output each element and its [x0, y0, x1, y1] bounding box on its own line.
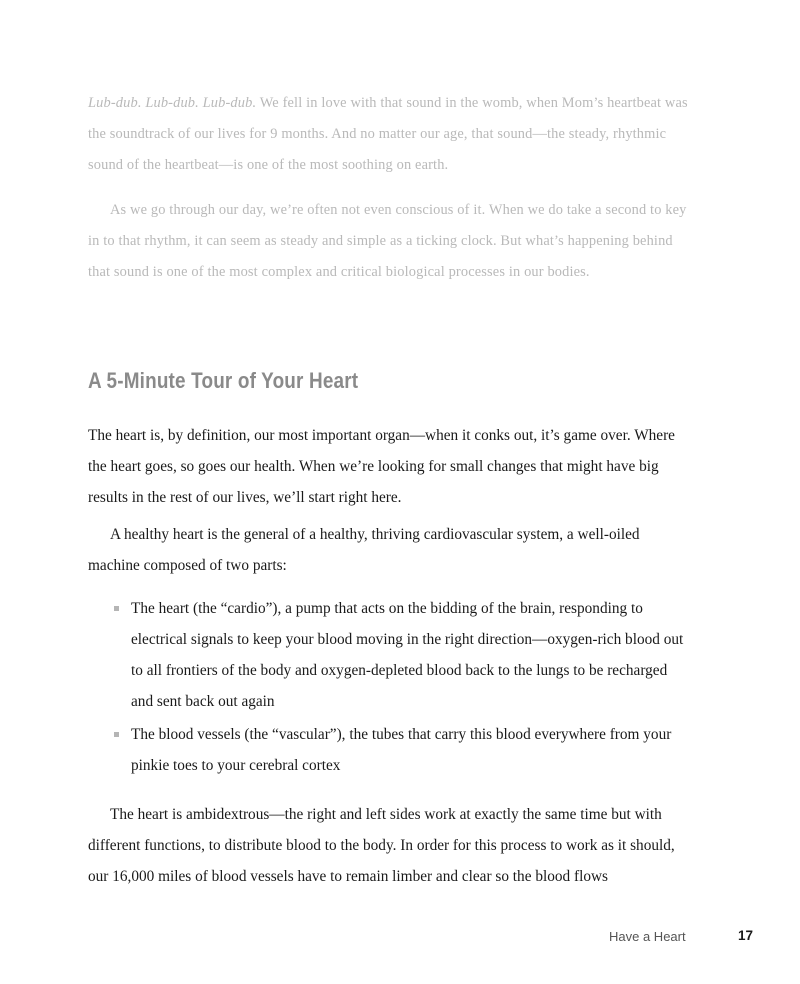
- intro-paragraph-2: As we go through our day, we’re often not even conscious of it. When we do take a second to key in to that rhythm, it can seem as steady and simple as a ticking clock. But what’s happening behind that sound is one of the most complex and critical biological processes in our bodies.: [88, 202, 687, 280]
- body-paragraph-2: A healthy heart is the general of a healthy, thriving cardiovascular system, a well-oiled machine composed of two parts:: [88, 526, 640, 574]
- square-bullet-icon: [114, 732, 119, 737]
- list-item: [88, 719, 688, 781]
- square-bullet-icon: [114, 606, 119, 611]
- faded-intro-text: [88, 88, 688, 302]
- list-item: [88, 593, 688, 717]
- section-heading: A 5-Minute Tour of Your Heart: [88, 368, 359, 393]
- body-paragraph-1: The heart is, by definition, our most important organ—when it conks out, it’s game over. Where the heart goes, so goes our health. When we’re looking for small changes that might have big results in the rest of our lives, we’ll start right here.: [88, 427, 675, 506]
- heartbeat-sound-italic: Lub-dub. Lub-dub. Lub-dub.: [88, 95, 257, 111]
- running-footer-title: Have a Heart: [609, 929, 686, 944]
- intro-paragraph-1-rest: We fell in love with that sound in the womb, when Mom’s heartbeat was the soundtrack of our lives for 9 months. And no matter our age, that sound—the steady, rhythmic sound of the heartbeat—is one of the most soothing on earth.: [88, 95, 688, 173]
- bullet-list: [88, 593, 688, 781]
- list-item-text: The heart (the “cardio”), a pump that acts on the bidding of the brain, responding to electrical signals to keep your blood moving in the right direction—oxygen-rich blood out to all frontiers of the body and oxygen-depleted blood back to the lungs to be recharged and sent back out again: [131, 600, 684, 710]
- list-item-text: The blood vessels (the “vascular”), the tubes that carry this blood everywhere from your pinkie toes to your cerebral cortex: [131, 726, 672, 774]
- page-number: 17: [738, 928, 754, 943]
- body-paragraph-3: The heart is ambidextrous—the right and left sides work at exactly the same time but with different functions, to distribute blood to the body. In order for this process to work as it should, our 16,000 miles of blood vessels have to remain limber and clear so the blood flows: [88, 806, 675, 885]
- intro-paragraph-1: [88, 88, 688, 181]
- section-body: [88, 420, 688, 892]
